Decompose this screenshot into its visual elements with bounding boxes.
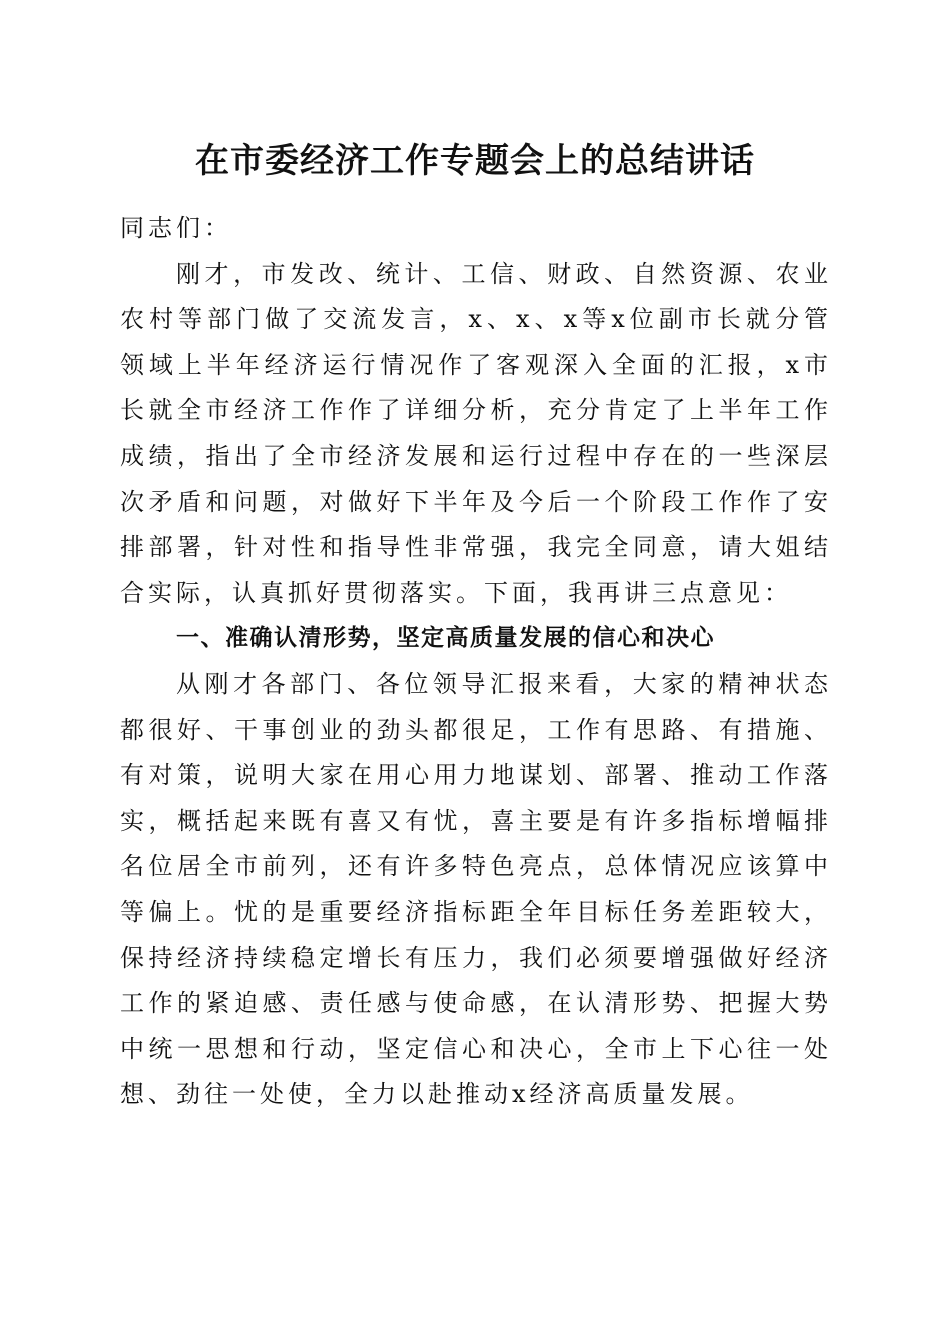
salutation: 同志们： — [120, 214, 232, 242]
section-heading-1: 一、准确认清形势，坚定高质量发展的信心和决心 — [176, 625, 715, 652]
paragraph-intro: 刚才，市发改、统计、工信、财政、自然资源、农业农村等部门做了交流发言，x、x、x等x位副市长就分管领域上半年经济运行情况作了客观深入全面的汇报，x市长就全市经济工作作了详细分析，充分肯定了上半年工作成绩，指出了全市经济发展和运行过程中存在的一些深层次矛盾和问题，对做好下半年及今后一个阶段工作作了安排部署，针对性和指导性非常强，我完全同意，请大姐结合实际，认真抓好贯彻落实。下面，我再讲三点意见： — [120, 259, 832, 607]
document-title: 在市委经济工作专题会上的总结讲话 — [195, 141, 755, 181]
document-body — [120, 206, 832, 1118]
paragraph-section-1: 从刚才各部门、各位领导汇报来看，大家的精神状态都很好、干事创业的劲头都很足，工作有思路、有措施、有对策，说明大家在用心用力地谋划、部署、推动工作落实，概括起来既有喜又有忧，喜主要是有许多指标增幅排名位居全市前列，还有许多特色亮点，总体情况应该算中等偏上。忧的是重要经济指标距全年目标任务差距较大，保持经济持续稳定增长有压力，我们必须要增强做好经济工作的紧迫感、责任感与使命感，在认清形势、把握大势中统一思想和行动，坚定信心和决心，全市上下心往一处想、劲往一处使，全力以赴推动x经济高质量发展。 — [120, 669, 832, 1109]
